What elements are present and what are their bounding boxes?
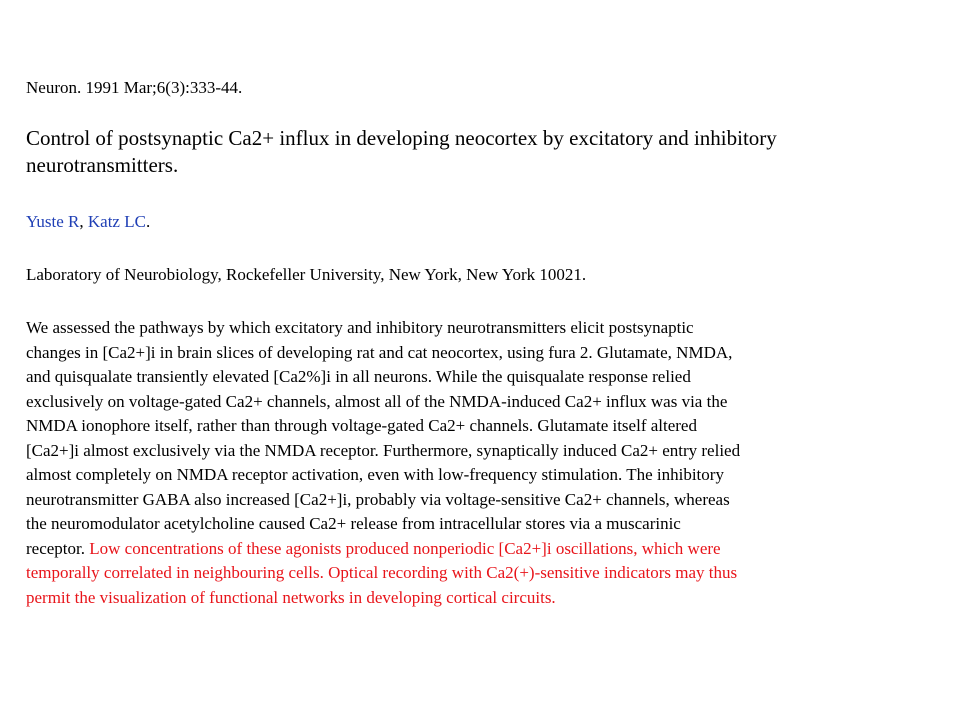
abstract-line [26,439,936,464]
abstract-text: the neuromodulator acetylcholine caused Ca2+ release from intracellular stores via a muscarinic [26,514,681,533]
abstract-line [26,561,936,586]
journal-citation: Neuron. 1991 Mar;6(3):333-44. [26,78,243,97]
abstract-text: almost completely on NMDA receptor activation, even with low-frequency stimulation. The inhibitory [26,465,724,484]
title-line: neurotransmitters. [26,153,179,177]
abstract-text: and quisqualate transiently elevated [Ca2%]i in all neurons. While the quisqualate response relied [26,367,691,386]
abstract-highlight: permit the visualization of functional networks in developing cortical circuits. [26,587,556,607]
abstract-highlight: Low concentrations of these agonists produced nonperiodic [Ca2+]i oscillations, which were [89,538,721,558]
author-list [26,210,150,234]
abstract-line [26,341,936,366]
abstract-line [26,488,936,513]
author-separator: , [79,212,88,231]
title-line: Control of postsynaptic Ca2+ influx in developing neocortex by excitatory and inhibitory [26,126,777,150]
abstract [26,316,936,610]
author-link[interactable]: Yuste R [26,212,80,231]
abstract-line [26,463,936,488]
abstract-text: changes in [Ca2+]i in brain slices of developing rat and cat neocortex, using fura 2. Glutamate, NMDA, [26,342,733,362]
abstract-highlight: temporally correlated in neighbouring cells. Optical recording with Ca2(+)-sensitive indicators may thus [26,563,738,582]
abstract-line [26,537,936,562]
abstract-text: [Ca2+]i almost exclusively via the NMDA receptor. Furthermore, synaptically induced Ca2+ entry relied [26,440,741,460]
abstract-text: NMDA ionophore itself, rather than through voltage-gated Ca2+ channels. Glutamate itself altered [26,416,697,435]
author-link[interactable]: Katz LC [87,212,146,231]
abstract-line [26,365,936,390]
article-title [26,125,926,179]
abstract-text: We assessed the pathways by which excitatory and inhibitory neurotransmitters elicit postsynaptic [26,318,694,337]
abstract-text: receptor. [26,538,90,558]
author-terminator: . [145,212,151,231]
abstract-line [26,586,936,611]
author-affiliation: Laboratory of Neurobiology, Rockefeller University, New York, New York 10021. [26,265,587,284]
abstract-text: neurotransmitter GABA also increased [Ca2+]i, probably via voltage-sensitive Ca2+ channels, whereas [26,489,730,509]
abstract-line [26,512,936,537]
abstract-text: exclusively on voltage-gated Ca2+ channels, almost all of the NMDA-induced Ca2+ influx was via the [26,391,728,411]
abstract-line [26,316,936,341]
abstract-line [26,390,936,415]
abstract-line [26,414,936,439]
